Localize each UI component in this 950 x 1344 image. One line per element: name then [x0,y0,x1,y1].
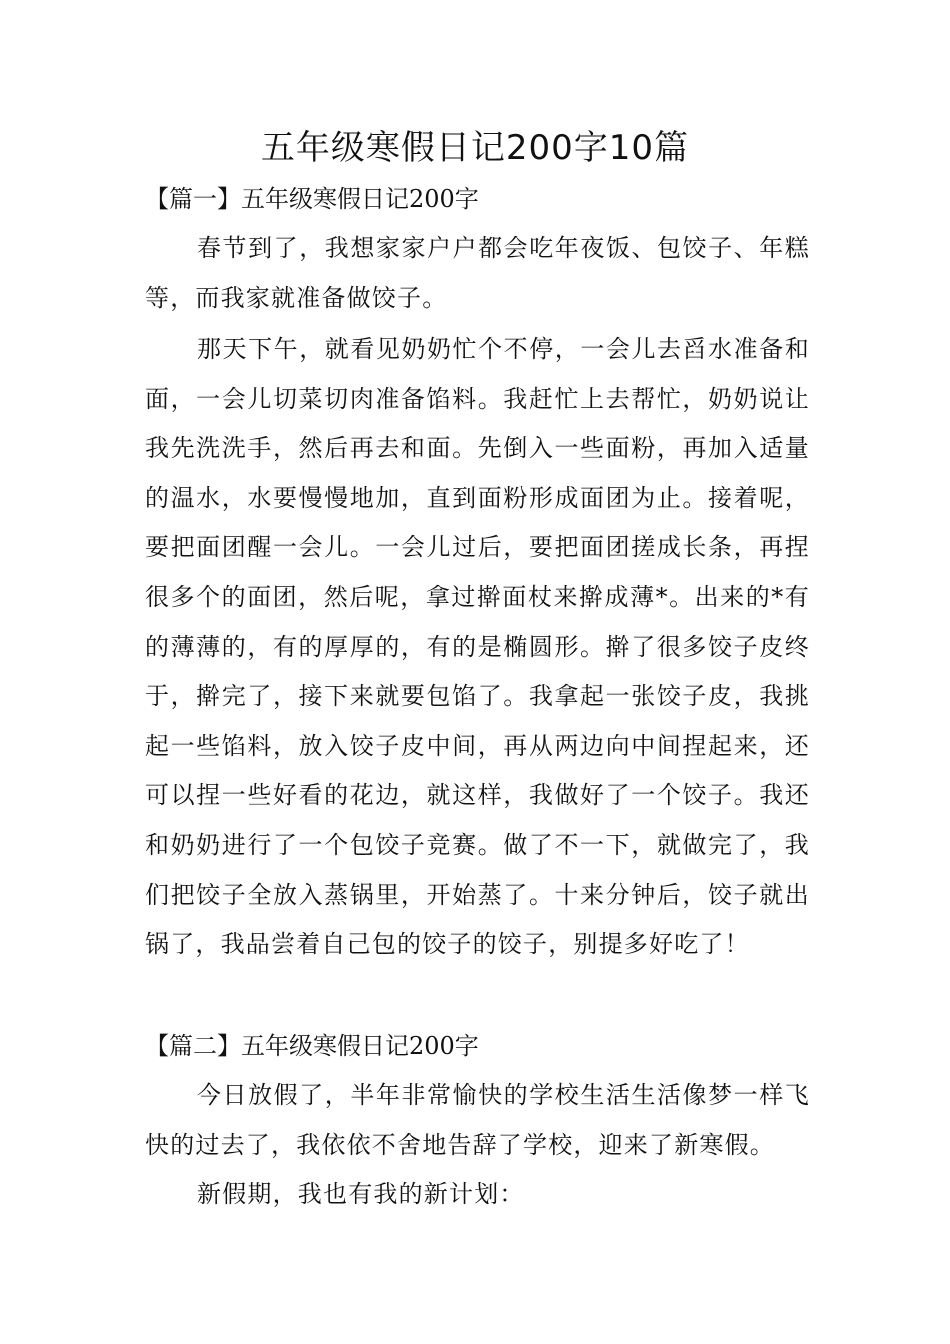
section-2-paragraph-2: 新假期，我也有我的新计划： [197,1180,525,1208]
section-heading-2: 【篇二】五年级寒假日记200字 [145,1032,479,1060]
section-1-paragraph-2: 那天下午，就看见奶奶忙个不停，一会儿去舀水准备和面，一会儿切菜切肉准备馅料。我赶忙上去帮忙，奶奶说让我先洗洗手，然后再去和面。先倒入一些面粉，再加入适量的温水，水要慢慢地加，直到面粉形成面团为止。接着呢，要把面团醒一会儿。一会儿过后，要把面团搓成长条，再捏很多个的面团，然后呢，拿过擀面杖来擀成薄*。出来的*有的薄薄的，有的厚厚的，有的是椭圆形。擀了很多饺子皮终于，擀完了，接下来就要包馅了。我拿起一张饺子皮，我挑起一些馅料，放入饺子皮中间，再从两边向中间捏起来，还可以捏一些好看的花边，就这样，我做好了一个饺子。我还和奶奶进行了一个包饺子竞赛。做了不一下，就做完了，我们把饺子全放入蒸锅里，开始蒸了。十来分钟后，饺子就出锅了，我品尝着自己包的饺子的饺子，别提多好吃了！ [145,335,810,959]
section-heading-1: 【篇一】五年级寒假日记200字 [145,185,479,213]
section-1-paragraph-1: 春节到了，我想家家户户都会吃年夜饭、包饺子、年糕等，而我家就准备做饺子。 [145,234,810,312]
section-2-paragraph-1: 今日放假了，半年非常愉快的学校生活生活像梦一样飞快的过去了，我依依不舍地告辞了学校，迎来了新寒假。 [145,1081,810,1159]
document-title: 五年级寒假日记200字10篇 [260,128,690,168]
